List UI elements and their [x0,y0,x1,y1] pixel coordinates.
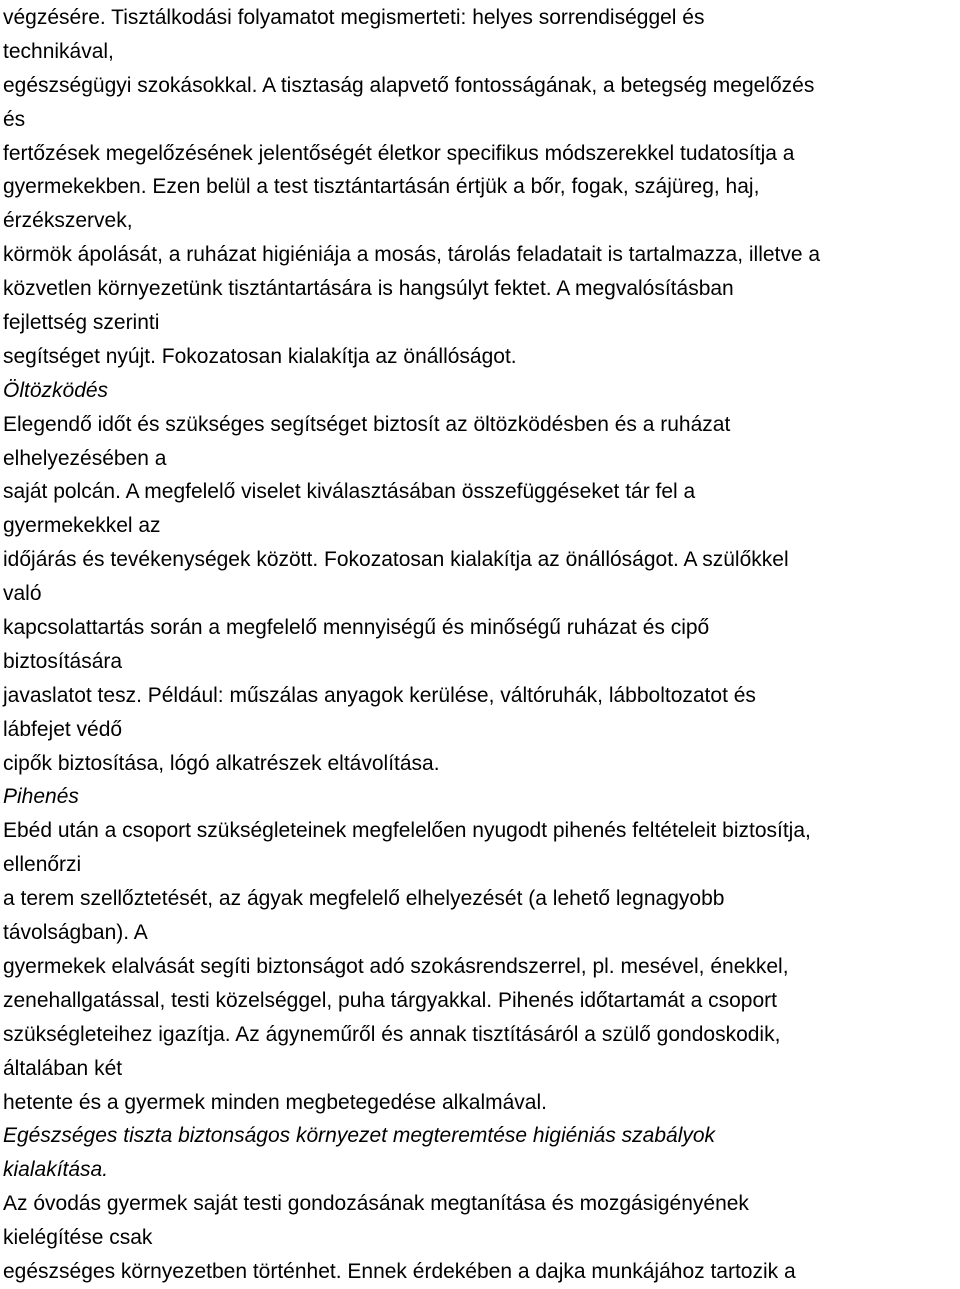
body-text-line: egészséges környezetben történhet. Ennek érdekében a dajka munkájához tartozik a [3,1259,796,1283]
body-text-line: zenehallgatással, testi közelséggel, puha tárgyakkal. Pihenés időtartamát a csoport [3,988,777,1012]
body-text-line: körmök ápolását, a ruházat higiéniája a mosás, tárolás feladatait is tartalmazza, illetve a [3,243,821,267]
body-text-line: segítséget nyújt. Fokozatosan kialakítja az önállóságot. [3,344,517,368]
body-text-line: gyermekek elalvását segíti biztonságot adó szokásrendszerrel, pl. mesével, énekkel, [3,954,789,978]
body-text-line: gyermekekben. Ezen belül a test tisztántartásán értjük a bőr, fogak, szájüreg, haj, [3,175,760,199]
section-heading-line: Pihenés [3,785,79,809]
body-text-line: a terem szellőztetését, az ágyak megfelelő elhelyezését (a lehető legnagyobb [3,887,725,911]
body-text-line: fejlettség szerinti [3,311,160,335]
body-text-line: technikával, [3,39,114,63]
body-text-line: gyermekekkel az [3,514,161,538]
body-text-line: biztosítására [3,649,123,673]
section-heading-line: Öltözködés [3,378,109,402]
body-text-line: végzésére. Tisztálkodási folyamatot megismerteti: helyes sorrendiséggel és [3,6,705,29]
body-text-line: lábfejet védő [3,717,123,741]
body-text-line: közvetlen környezetünk tisztántartására is hangsúlyt fektet. A megvalósításban [3,277,734,301]
body-text-line: javaslatot tesz. Például: műszálas anyagok kerülése, váltóruhák, lábboltozatot és [3,683,756,707]
section-heading-line: Egészséges tiszta biztonságos környezet megteremtése higiéniás szabályok [3,1124,716,1148]
body-text-line: saját polcán. A megfelelő viselet kiválasztásában összefüggéseket tár fel a [3,480,696,504]
body-text-line: általában két [3,1056,123,1080]
body-text-line: Elegendő időt és szükséges segítséget biztosít az öltözködésben és a ruházat [3,412,731,436]
document-page [3,1,958,1289]
body-text-line: kielégítése csak [3,1226,153,1250]
body-text-line: és [3,107,26,131]
body-text-line: távolságban). A [3,921,148,945]
body-text-line: való [3,582,42,606]
body-text-line: érzékszervek, [3,209,133,233]
section-heading-line: kialakítása. [3,1158,109,1182]
body-text-line: Az óvodás gyermek saját testi gondozásának megtanítása és mozgásigényének [3,1192,749,1216]
body-text-line: időjárás és tevékenységek között. Fokozatosan kialakítja az önállóságot. A szülőkkel [3,548,789,572]
body-text-line: egészségügyi szokásokkal. A tisztaság alapvető fontosságának, a betegség megelőzés [3,73,815,97]
body-text-line: hetente és a gyermek minden megbetegedése alkalmával. [3,1090,547,1114]
body-text-line: ellenőrzi [3,853,82,877]
body-text-line: cipők biztosítása, lógó alkatrészek eltávolítása. [3,751,440,775]
body-text-line: szükségleteihez igazítja. Az ágyneműről és annak tisztításáról a szülő gondoskodik, [3,1022,781,1046]
body-text-line: kapcsolattartás során a megfelelő mennyiségű és minőségű ruházat és cipő [3,616,710,640]
body-text-line: fertőzések megelőzésének jelentőségét életkor specifikus módszerekkel tudatosítja a [3,141,795,165]
body-text-line: Ebéd után a csoport szükségleteinek megfelelően nyugodt pihenés feltételeit biztosítja, [3,819,811,843]
body-text-line: elhelyezésében a [3,446,167,470]
